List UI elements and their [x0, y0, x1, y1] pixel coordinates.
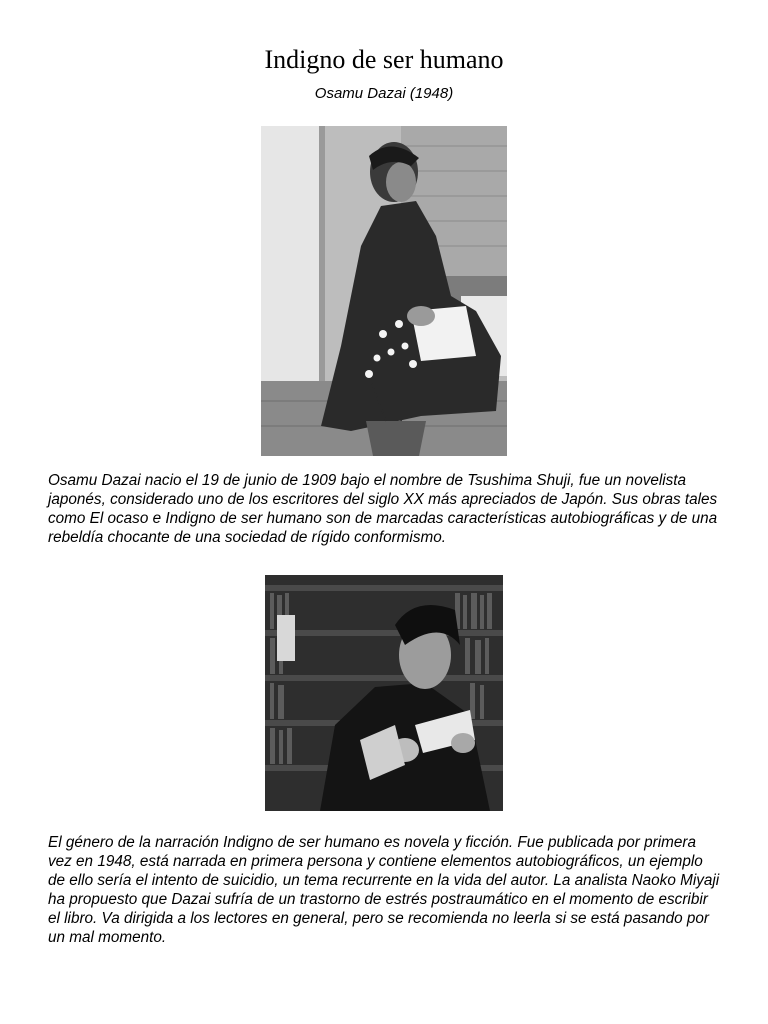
document-subtitle: Osamu Dazai (1948) — [314, 85, 454, 102]
author-portrait-photo — [261, 126, 507, 456]
paragraph-biography: Osamu Dazai nacio el 19 de junio de 1909 bajo el nombre de Tsushima Shuji, fue un novelista japonés, considerado uno de los escritores del siglo XX más apreciados de Japón. Sus obras tales como El ocaso e Indigno de ser humano son de marcadas características autobiográficas y de una rebeldía chocante de una sociedad de rígido conformismo. — [48, 472, 718, 546]
paragraph-novel-description: El género de la narración Indigno de ser humano es novela y ficción. Fue publicada por primera vez en 1948, está narrada en primera persona y contiene elementos autobiográficos, un ejemplo de ello sería el intento de suicidio, un tema recurrente en la vida del autor. La analista Naoko Miyaji ha propuesto que Dazai sufría de un trastorno de estrés postraumático en el momento de escribir el libro. Va dirigida a los lectores en general, pero se recomienda no leerla si se está pasando por un mal momento. — [48, 834, 720, 946]
author-reading-photo — [265, 575, 503, 811]
document-title: Indigno de ser humano — [264, 45, 504, 74]
